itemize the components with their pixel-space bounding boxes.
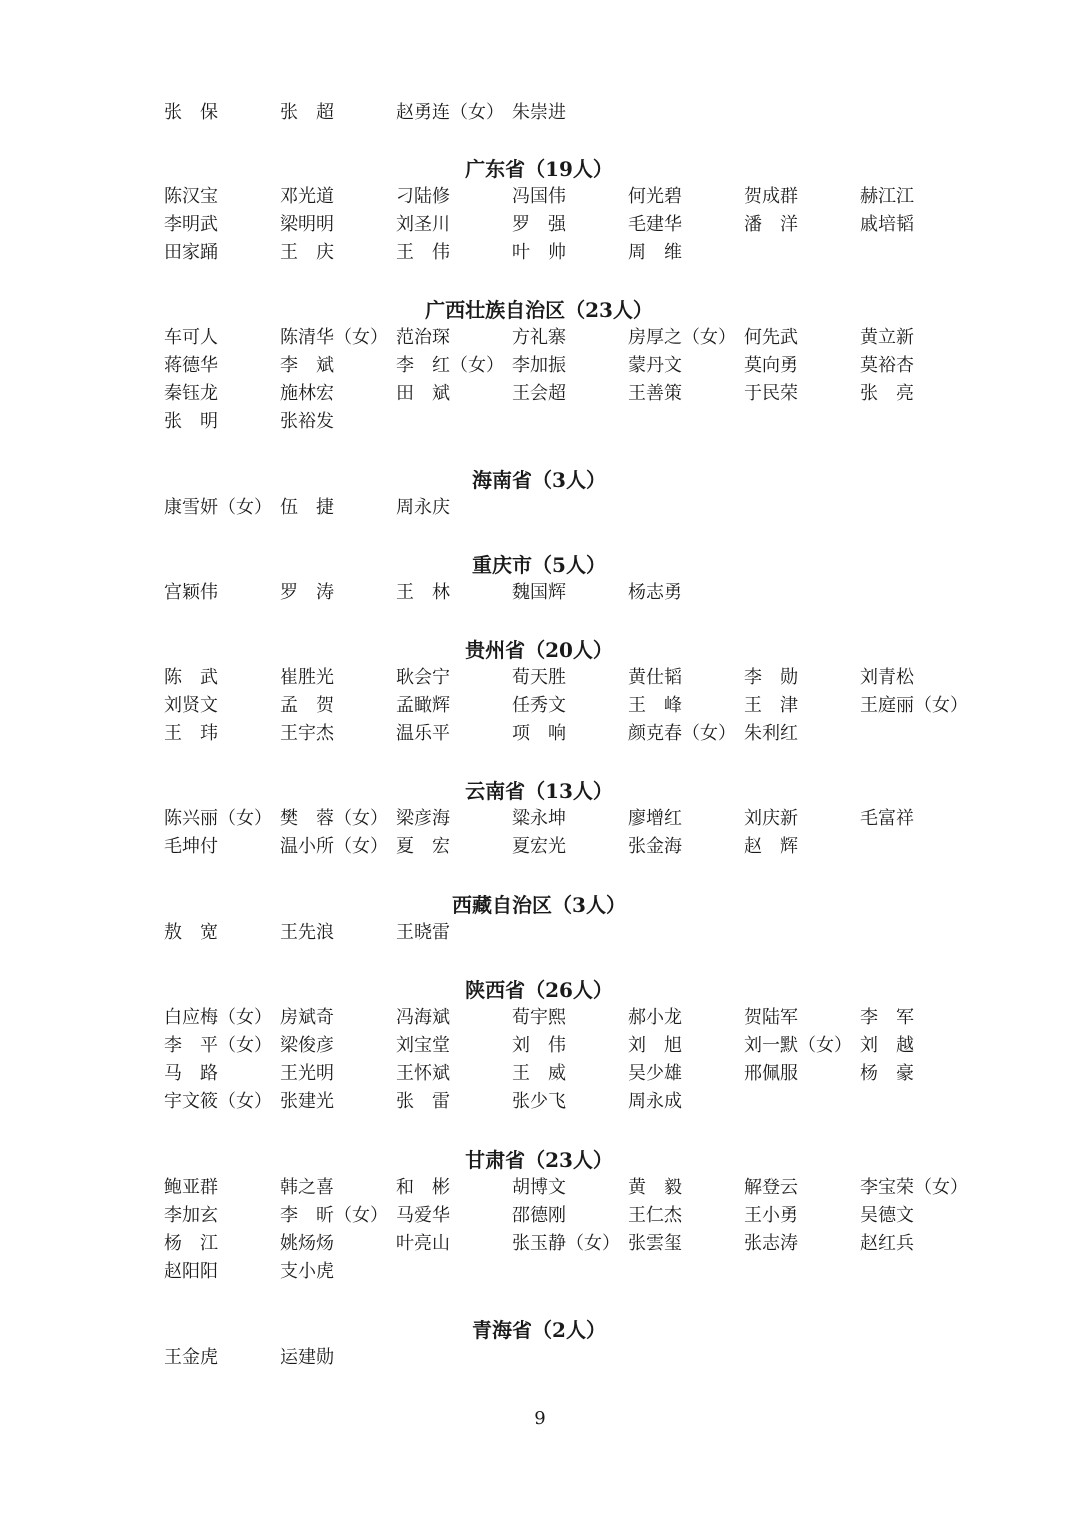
person-name: 张玉静（女）	[512, 1233, 620, 1254]
person-name: 张建光	[280, 1091, 334, 1112]
person-name: 李 军	[860, 1007, 914, 1028]
person-name: 张 保	[164, 102, 218, 123]
person-name: 张 明	[164, 411, 218, 432]
person-name: 李 勋	[744, 667, 798, 688]
section-heading: 海南省（3人）	[472, 468, 606, 492]
person-name: 潘 洋	[744, 214, 798, 235]
person-name: 王 伟	[396, 242, 450, 263]
person-name: 解登云	[744, 1177, 798, 1198]
person-name: 王 威	[512, 1063, 566, 1084]
person-name: 任秀文	[512, 695, 566, 716]
person-name: 李 红（女）	[396, 355, 504, 376]
person-name: 廖增红	[628, 808, 682, 829]
name-row	[164, 919, 984, 947]
person-name: 毛建华	[628, 214, 682, 235]
person-name: 于民荣	[744, 383, 798, 404]
person-name: 叶 帅	[512, 242, 566, 263]
person-name: 康雪妍（女）	[164, 497, 272, 518]
person-name: 邵德刚	[512, 1205, 566, 1226]
person-name: 范治琛	[396, 327, 450, 348]
person-name: 梁彦海	[396, 808, 450, 829]
person-name: 温乐平	[396, 723, 450, 744]
person-name: 王 玮	[164, 723, 218, 744]
name-row	[164, 324, 984, 352]
name-row	[164, 1258, 984, 1286]
person-name: 贺成群	[744, 186, 798, 207]
section-heading: 西藏自治区（3人）	[452, 893, 626, 917]
person-name: 周 维	[628, 242, 682, 263]
section-heading: 青海省（2人）	[472, 1318, 606, 1342]
person-name: 白应梅（女）	[164, 1007, 272, 1028]
person-name: 何先武	[744, 327, 798, 348]
person-name: 何光碧	[628, 186, 682, 207]
person-name: 方礼寨	[512, 327, 566, 348]
person-name: 王仁杰	[628, 1205, 682, 1226]
person-name: 刘 越	[860, 1035, 914, 1056]
person-name: 李 斌	[280, 355, 334, 376]
person-name: 王善策	[628, 383, 682, 404]
name-row	[164, 1202, 984, 1230]
name-row	[164, 692, 984, 720]
person-name: 黄仕韬	[628, 667, 682, 688]
person-name: 张 雷	[396, 1091, 450, 1112]
person-name: 吴少雄	[628, 1063, 682, 1084]
name-row	[164, 1060, 984, 1088]
person-name: 刘 旭	[628, 1035, 682, 1056]
person-name: 陈兴丽（女）	[164, 808, 272, 829]
person-name: 赵 辉	[744, 836, 798, 857]
person-name: 毛富祥	[860, 808, 914, 829]
name-row	[164, 833, 984, 861]
person-name: 荀天胜	[512, 667, 566, 688]
person-name: 魏国辉	[512, 582, 566, 603]
person-name: 张 超	[280, 102, 334, 123]
person-name: 耿会宁	[396, 667, 450, 688]
person-name: 周永成	[628, 1091, 682, 1112]
person-name: 马爱华	[396, 1205, 450, 1226]
name-row	[164, 408, 984, 436]
person-name: 邓光道	[280, 186, 334, 207]
page-number: 9	[534, 1408, 546, 1429]
person-name: 施林宏	[280, 383, 334, 404]
person-name: 赵勇连（女）	[396, 102, 504, 123]
person-name: 王先浪	[280, 922, 334, 943]
person-name: 陈清华（女）	[280, 327, 388, 348]
person-name: 杨志勇	[628, 582, 682, 603]
name-row	[164, 494, 984, 522]
person-name: 蒋德华	[164, 355, 218, 376]
person-name: 赵红兵	[860, 1233, 914, 1254]
person-name: 朱崇进	[512, 102, 566, 123]
person-name: 荀宇熙	[512, 1007, 566, 1028]
person-name: 莫向勇	[744, 355, 798, 376]
person-name: 张裕发	[280, 411, 334, 432]
section-heading: 贵州省（20人）	[465, 638, 613, 662]
person-name: 郝小龙	[628, 1007, 682, 1028]
person-name: 孟瞰辉	[396, 695, 450, 716]
section-heading: 甘肃省（23人）	[465, 1148, 613, 1172]
person-name: 李加振	[512, 355, 566, 376]
person-name: 张雲玺	[628, 1233, 682, 1254]
person-name: 崔胜光	[280, 667, 334, 688]
person-name: 戚培韬	[860, 214, 914, 235]
person-name: 吴德文	[860, 1205, 914, 1226]
person-name: 李 昕（女）	[280, 1205, 388, 1226]
person-name: 张志涛	[744, 1233, 798, 1254]
person-name: 王小勇	[744, 1205, 798, 1226]
name-row	[164, 1004, 984, 1032]
name-row	[164, 352, 984, 380]
person-name: 王光明	[280, 1063, 334, 1084]
person-name: 王 峰	[628, 695, 682, 716]
person-name: 和 彬	[396, 1177, 450, 1198]
section-heading: 广东省（19人）	[465, 157, 613, 181]
person-name: 李明武	[164, 214, 218, 235]
person-name: 胡博文	[512, 1177, 566, 1198]
person-name: 王庭丽（女）	[860, 695, 968, 716]
name-row	[164, 239, 984, 267]
person-name: 张金海	[628, 836, 682, 857]
person-name: 赵阳阳	[164, 1261, 218, 1282]
person-name: 王怀斌	[396, 1063, 450, 1084]
person-name: 黄立新	[860, 327, 914, 348]
person-name: 蒙丹文	[628, 355, 682, 376]
person-name: 贺陆军	[744, 1007, 798, 1028]
person-name: 梁俊彦	[280, 1035, 334, 1056]
person-name: 张 亮	[860, 383, 914, 404]
person-name: 王金虎	[164, 1347, 218, 1368]
name-row	[164, 1344, 984, 1372]
person-name: 邢佩服	[744, 1063, 798, 1084]
name-row	[164, 720, 984, 748]
person-name: 王会超	[512, 383, 566, 404]
person-name: 刘青松	[860, 667, 914, 688]
person-name: 田家踊	[164, 242, 218, 263]
person-name: 支小虎	[280, 1261, 334, 1282]
person-name: 刘圣川	[396, 214, 450, 235]
section-heading: 陕西省（26人）	[465, 978, 613, 1002]
person-name: 马 路	[164, 1063, 218, 1084]
name-row	[164, 211, 984, 239]
name-row	[164, 183, 984, 211]
person-name: 毛坤付	[164, 836, 218, 857]
person-name: 孟 贺	[280, 695, 334, 716]
person-name: 周永庆	[396, 497, 450, 518]
person-name: 秦钰龙	[164, 383, 218, 404]
person-name: 李宝荣（女）	[860, 1177, 968, 1198]
name-row	[164, 1088, 984, 1116]
person-name: 宫颖伟	[164, 582, 218, 603]
person-name: 梁明明	[280, 214, 334, 235]
name-row	[164, 805, 984, 833]
person-name: 伍 捷	[280, 497, 334, 518]
person-name: 李加玄	[164, 1205, 218, 1226]
person-name: 杨 豪	[860, 1063, 914, 1084]
person-name: 鲍亚群	[164, 1177, 218, 1198]
person-name: 赫江江	[860, 186, 914, 207]
person-name: 王宇杰	[280, 723, 334, 744]
name-row	[164, 579, 984, 607]
person-name: 王 林	[396, 582, 450, 603]
person-name: 敖 宽	[164, 922, 218, 943]
name-row	[164, 380, 984, 408]
person-name: 冯国伟	[512, 186, 566, 207]
name-row	[164, 99, 984, 127]
person-name: 刘一默（女）	[744, 1035, 852, 1056]
person-name: 刘贤文	[164, 695, 218, 716]
person-name: 陈汉宝	[164, 186, 218, 207]
person-name: 王 津	[744, 695, 798, 716]
person-name: 运建勋	[280, 1347, 334, 1368]
person-name: 夏 宏	[396, 836, 450, 857]
person-name: 叶亮山	[396, 1233, 450, 1254]
person-name: 王 庆	[280, 242, 334, 263]
person-name: 王晓雷	[396, 922, 450, 943]
name-row	[164, 1174, 984, 1202]
person-name: 刘 伟	[512, 1035, 566, 1056]
person-name: 宇文筱（女）	[164, 1091, 272, 1112]
person-name: 李 平（女）	[164, 1035, 272, 1056]
person-name: 颜克春（女）	[628, 723, 736, 744]
person-name: 樊 蓉（女）	[280, 808, 388, 829]
person-name: 粱永坤	[512, 808, 566, 829]
section-heading: 广西壮族自治区（23人）	[425, 298, 653, 322]
person-name: 莫裕杏	[860, 355, 914, 376]
person-name: 房厚之（女）	[628, 327, 736, 348]
person-name: 陈 武	[164, 667, 218, 688]
person-name: 罗 涛	[280, 582, 334, 603]
name-row	[164, 1230, 984, 1258]
name-row	[164, 664, 984, 692]
person-name: 杨 江	[164, 1233, 218, 1254]
name-row	[164, 1032, 984, 1060]
person-name: 夏宏光	[512, 836, 566, 857]
section-heading: 云南省（13人）	[465, 779, 613, 803]
person-name: 田 斌	[396, 383, 450, 404]
person-name: 韩之喜	[280, 1177, 334, 1198]
person-name: 温小所（女）	[280, 836, 388, 857]
person-name: 张少飞	[512, 1091, 566, 1112]
person-name: 朱利红	[744, 723, 798, 744]
person-name: 黄 毅	[628, 1177, 682, 1198]
person-name: 刘宝堂	[396, 1035, 450, 1056]
person-name: 罗 强	[512, 214, 566, 235]
person-name: 冯海斌	[396, 1007, 450, 1028]
person-name: 项 响	[512, 723, 566, 744]
person-name: 姚炀炀	[280, 1233, 334, 1254]
person-name: 刘庆新	[744, 808, 798, 829]
person-name: 刁陆修	[396, 186, 450, 207]
section-heading: 重庆市（5人）	[472, 553, 606, 577]
person-name: 车可人	[164, 327, 218, 348]
person-name: 房斌奇	[280, 1007, 334, 1028]
